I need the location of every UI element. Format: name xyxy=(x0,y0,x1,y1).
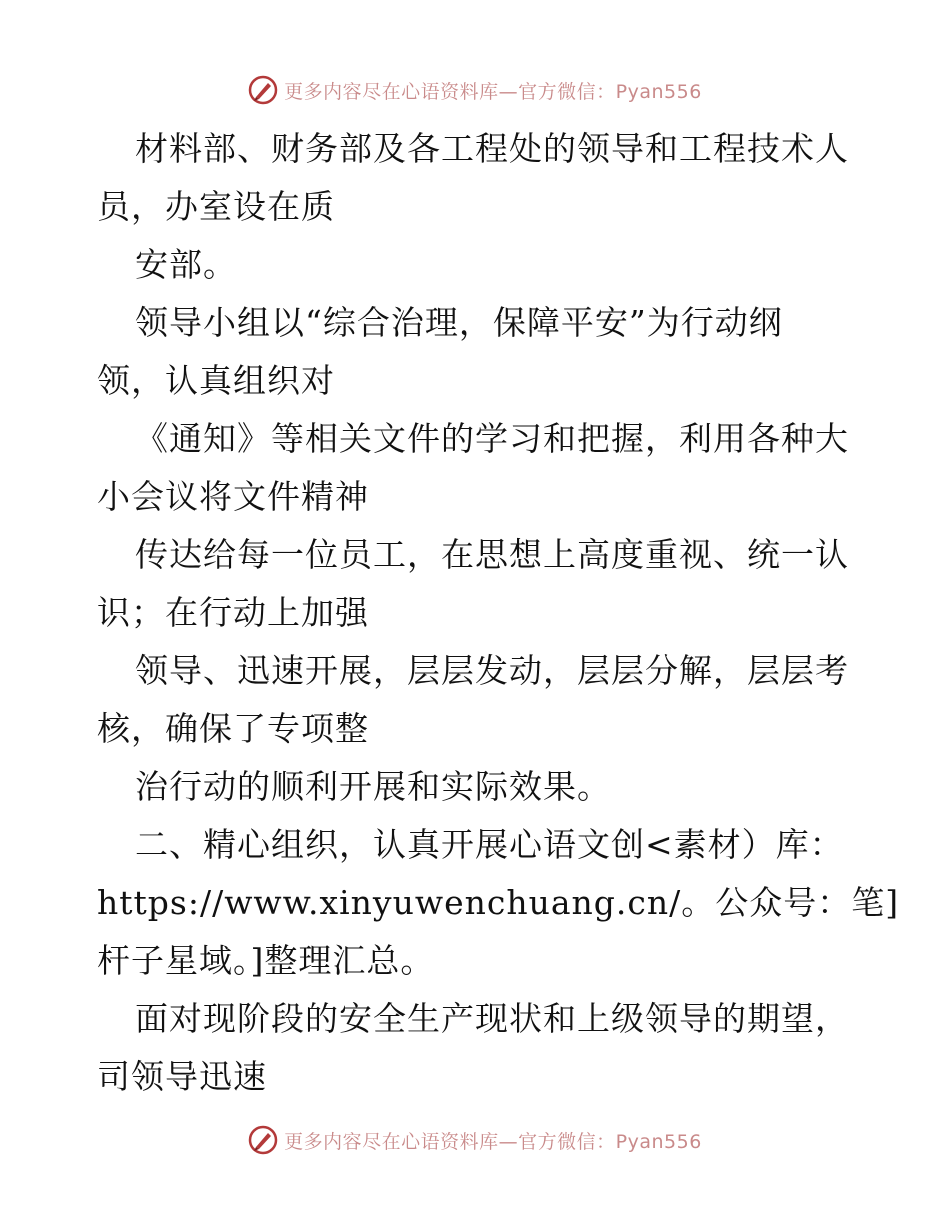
body-line: 二、精心组织，认真开展心语文创<素材）库： xyxy=(135,825,844,864)
header-banner-text: 更多内容尽在心语资料库—官方微信：Pyan556 xyxy=(284,80,702,103)
pen-logo-icon xyxy=(248,75,278,105)
body-line: 领，认真组织对 xyxy=(97,361,335,400)
body-line: 小会议将文件精神 xyxy=(97,477,369,516)
body-line: 领导小组以“综合治理，保障平安”为行动纲 xyxy=(135,303,783,342)
body-line: 杆子星域。]整理汇总。 xyxy=(97,941,435,980)
body-line: 安部。 xyxy=(135,245,237,284)
body-line: 领导、迅速开展，层层发动，层层分解，层层考 xyxy=(135,651,849,690)
document-body xyxy=(97,120,900,1106)
body-line: 识；在行动上加强 xyxy=(97,593,369,632)
footer-banner xyxy=(0,1120,950,1160)
body-line-url[interactable]: https://www.xinyuwenchuang.cn/。公众号：笔] xyxy=(97,883,900,922)
body-line: 核，确保了专项整 xyxy=(97,709,369,748)
body-line: 面对现阶段的安全生产现状和上级领导的期望， xyxy=(135,999,849,1038)
header-banner xyxy=(0,70,950,110)
body-line: 员，办室设在质 xyxy=(97,187,335,226)
body-line: 司领导迅速 xyxy=(97,1057,267,1096)
body-line: 材料部、财务部及各工程处的领导和工程技术人 xyxy=(135,129,849,168)
body-line: 治行动的顺利开展和实际效果。 xyxy=(135,767,611,806)
footer-banner-text: 更多内容尽在心语资料库—官方微信：Pyan556 xyxy=(284,1130,702,1153)
body-line: 传达给每一位员工，在思想上高度重视、统一认 xyxy=(135,535,849,574)
pen-logo-icon xyxy=(248,1125,278,1155)
body-line: 《通知》等相关文件的学习和把握，利用各种大 xyxy=(135,419,849,458)
